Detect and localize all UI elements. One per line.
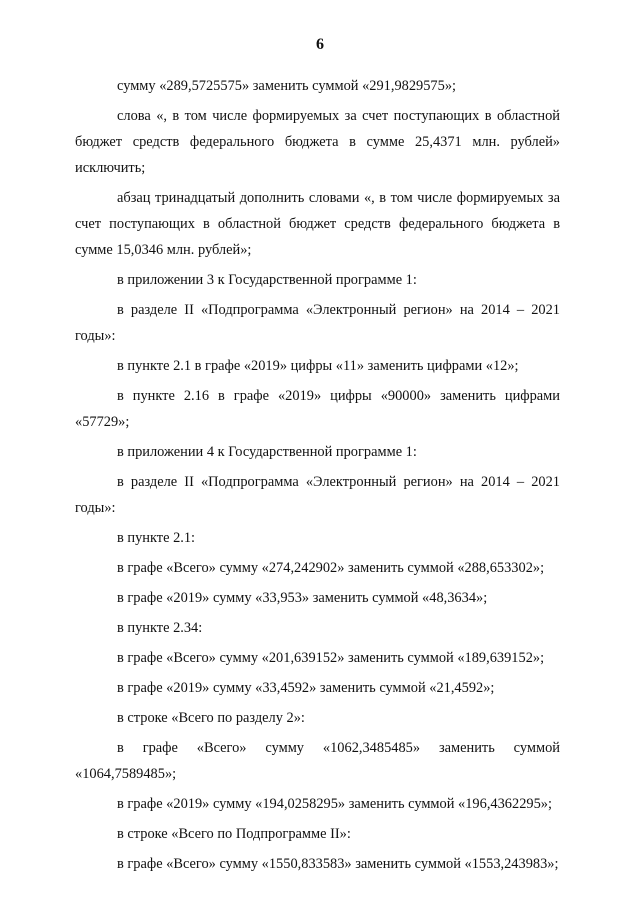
paragraph: в приложении 4 к Государственной программе 1:: [117, 444, 417, 460]
paragraph: в графе «2019» сумму «33,4592» заменить суммой «21,4592»;: [117, 680, 495, 696]
paragraph: в разделе II «Подпрограмма «Электронный регион» на 2014 – 2021 годы»:: [75, 474, 560, 516]
paragraph: в пункте 2.34:: [117, 620, 203, 636]
paragraph: в графе «Всего» сумму «1062,3485485» заменить суммой «1064,7589485»;: [75, 740, 560, 782]
paragraph: в пункте 2.1:: [117, 530, 196, 546]
paragraph: в графе «Всего» сумму «274,242902» заменить суммой «288,653302»;: [117, 560, 545, 576]
paragraph: в графе «2019» сумму «194,0258295» заменить суммой «196,4362295»;: [117, 796, 552, 812]
paragraph: в приложении 3 к Государственной программе 1:: [117, 272, 417, 288]
paragraph: абзац тринадцатый дополнить словами «, в том числе формируемых за счет поступающих в областной бюджет средств федерального бюджета в сумме 15,0346 млн. рублей»;: [75, 190, 560, 258]
paragraph: в строке «Всего по Подпрограмме II»:: [117, 826, 351, 842]
paragraph: сумму «289,5725575» заменить суммой «291,9829575»;: [117, 78, 457, 94]
paragraph: в пункте 2.16 в графе «2019» цифры «90000» заменить цифрами «57729»;: [75, 388, 560, 430]
page-number: 6: [316, 36, 324, 53]
paragraph: в разделе II «Подпрограмма «Электронный регион» на 2014 – 2021 годы»:: [75, 302, 560, 344]
document-body: [75, 73, 560, 877]
paragraph: в графе «2019» сумму «33,953» заменить суммой «48,3634»;: [117, 590, 488, 606]
paragraph: в графе «Всего» сумму «1550,833583» заменить суммой «1553,243983»;: [117, 856, 559, 872]
paragraph: в пункте 2.1 в графе «2019» цифры «11» заменить цифрами «12»;: [117, 358, 519, 374]
paragraph: в графе «Всего» сумму «201,639152» заменить суммой «189,639152»;: [117, 650, 545, 666]
paragraph: слова «, в том числе формируемых за счет поступающих в областной бюджет средств федерального бюджета в сумме 25,4371 млн. рублей» исключить;: [75, 108, 560, 176]
paragraph: в строке «Всего по разделу 2»:: [117, 710, 305, 726]
